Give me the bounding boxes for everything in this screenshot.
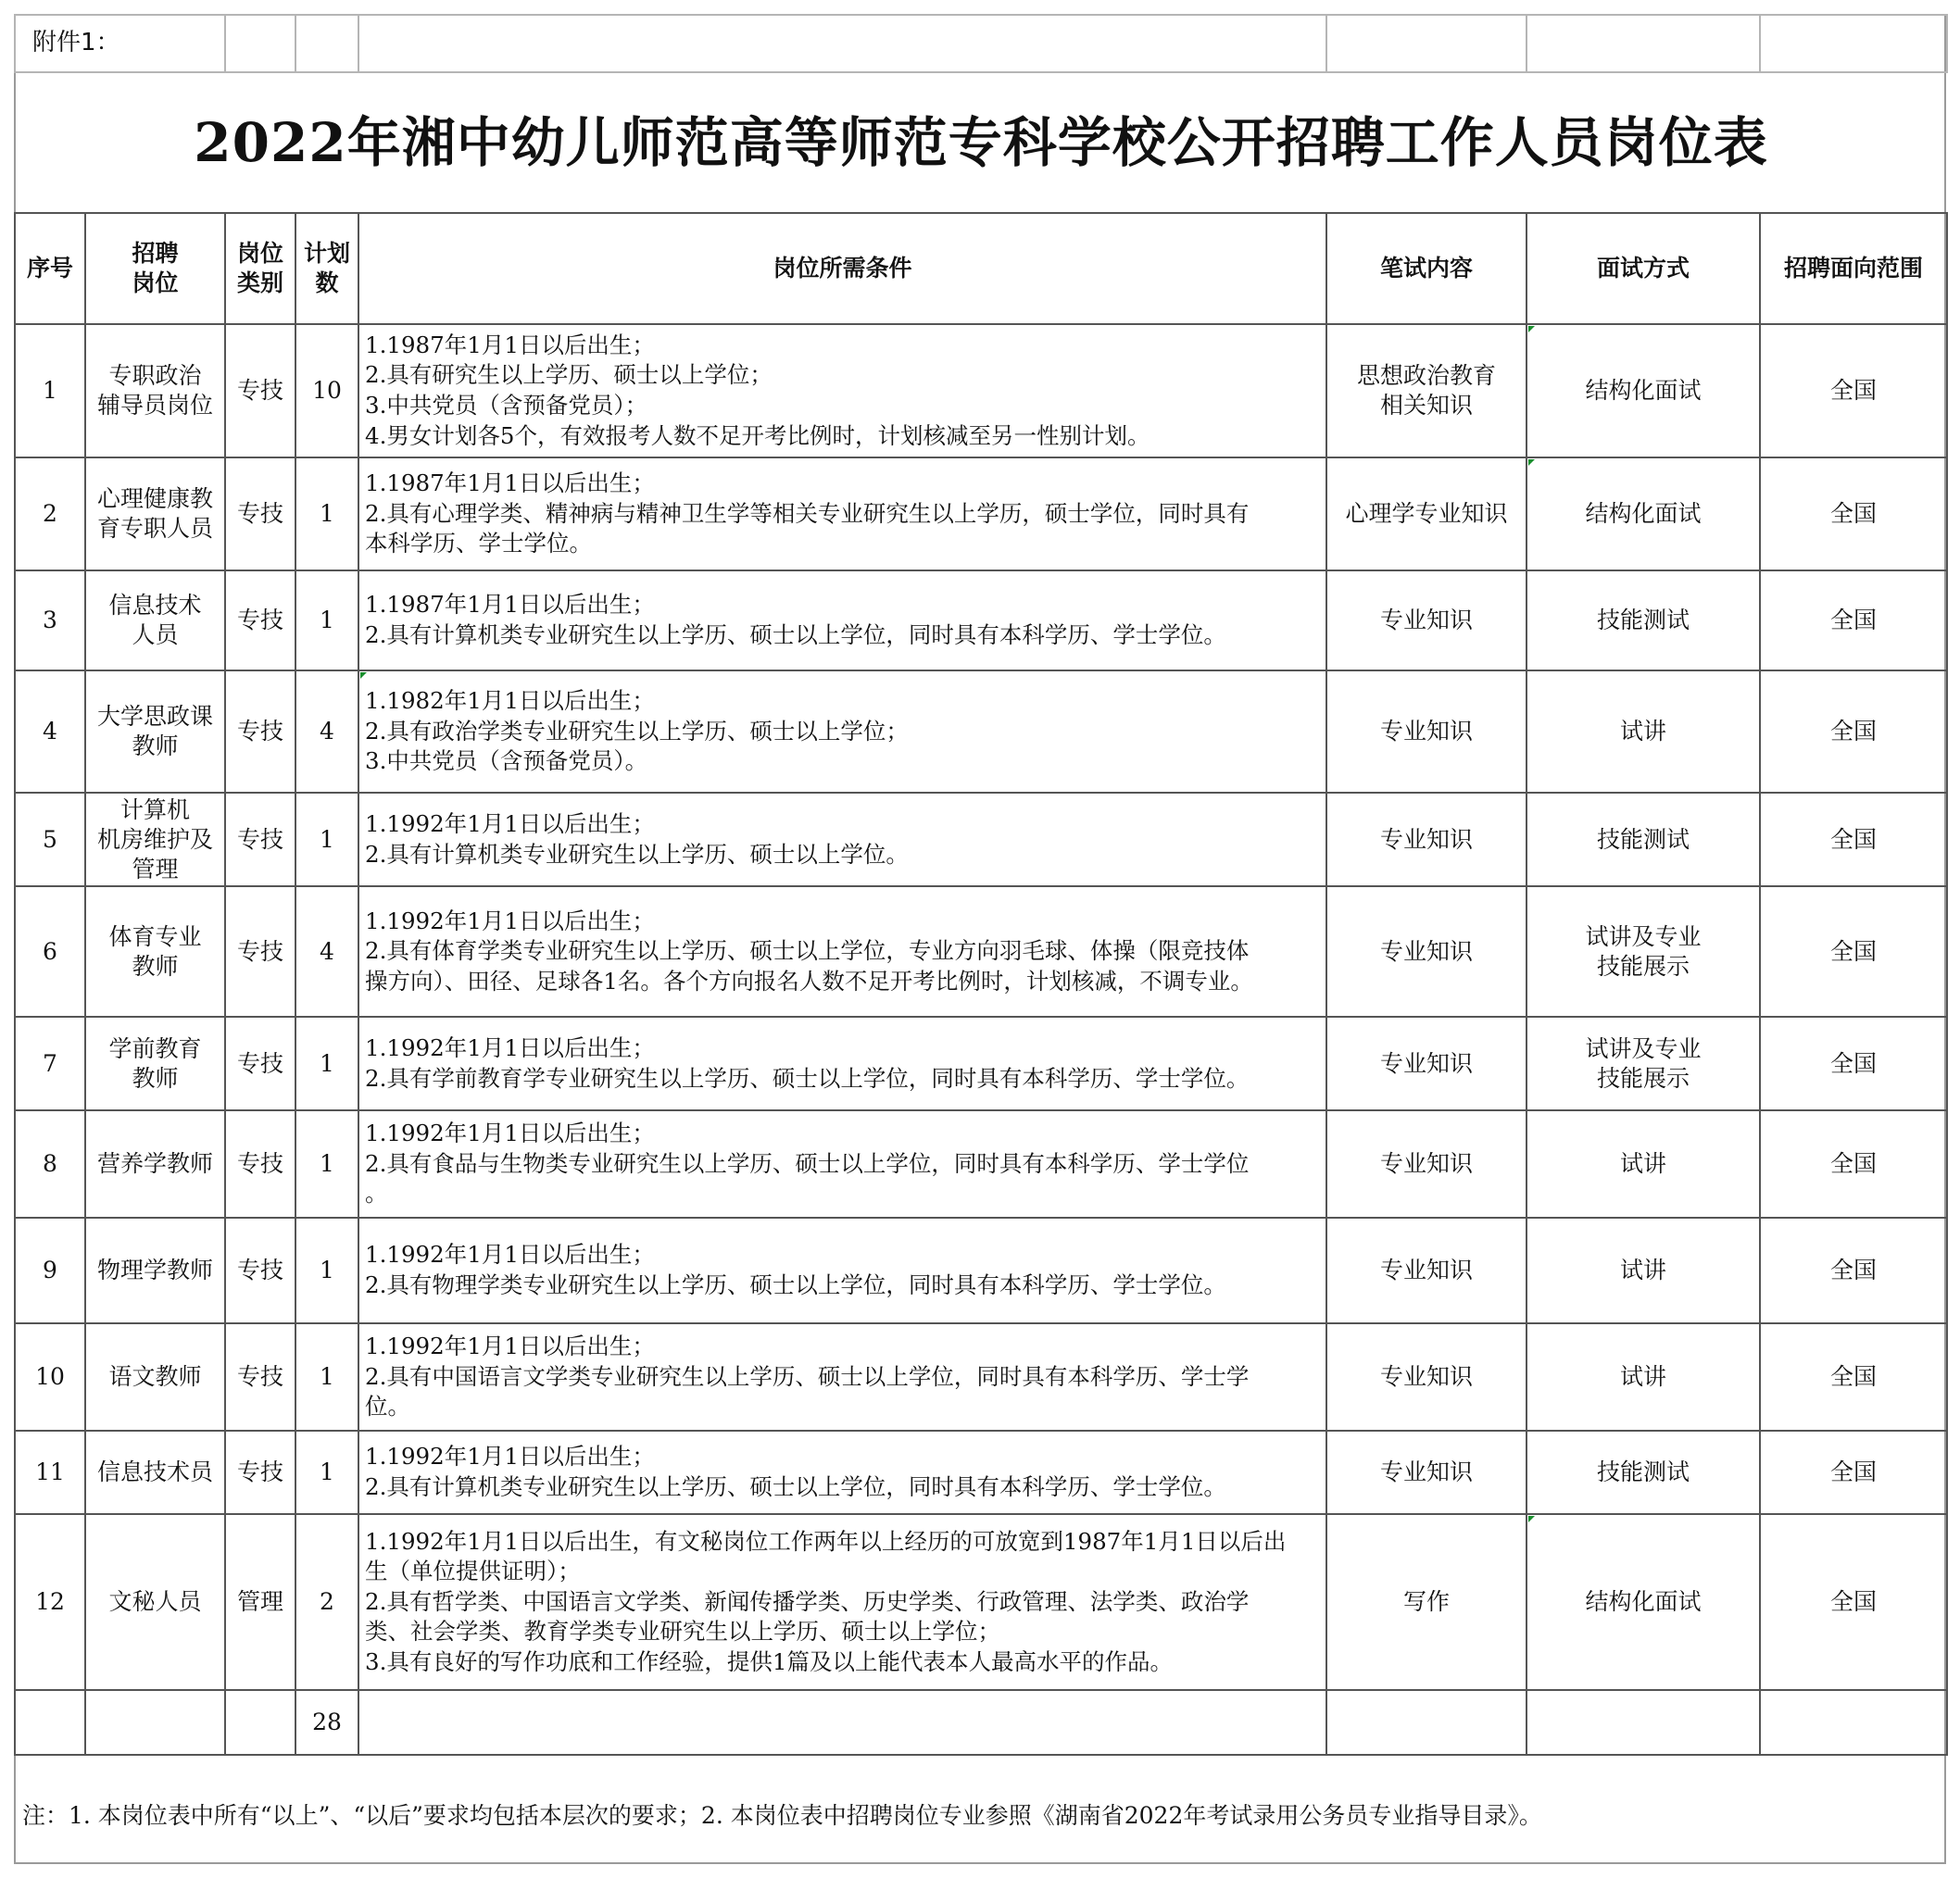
cell-scope: 全国 [1760,886,1947,1017]
table-row [15,1431,1947,1514]
cell-conditions: 1.1987年1月1日以后出生； 2.具有计算机类专业研究生以上学历、硕士以上学位，同时具有本科学历、学士学位。 [358,570,1326,670]
cell-position: 学前教育 教师 [85,1017,225,1110]
cell-seq: 2 [15,457,85,570]
cell-conditions: 1.1992年1月1日以后出生，有文秘岗位工作两年以上经历的可放宽到1987年1月1日以后出 生（单位提供证明）； 2.具有哲学类、中国语言文学类、新闻传播学类、历史学类、行政管理、法学类、政治学 类、社会学类、教育学类专业研究生以上学历、硕士以上学位； 3.具有良好的写作功底和工作经验，提供1篇及以上能代表本人最高水平的作品。 [358,1514,1326,1690]
header-scope: 招聘面向范围 [1760,213,1947,324]
header-written: 笔试内容 [1326,213,1527,324]
cell-interview: 技能测试 [1527,793,1760,886]
cell-category: 专技 [225,670,295,793]
cell-written: 专业知识 [1326,886,1527,1017]
cell-position: 计算机 机房维护及 管理 [85,793,225,886]
cell-written: 心理学专业知识 [1326,457,1527,570]
cell-count: 4 [295,670,358,793]
total-empty-cell [1527,1690,1760,1755]
cell-count: 1 [295,1431,358,1514]
recruitment-table [14,14,1948,1875]
cell-written: 专业知识 [1326,1017,1527,1110]
table-row [15,1110,1947,1218]
cell-count: 1 [295,1218,358,1323]
total-empty-cell [85,1690,225,1755]
cell-category: 专技 [225,1218,295,1323]
cell-seq: 3 [15,570,85,670]
header-category: 岗位 类别 [225,213,295,324]
table-row [15,1218,1947,1323]
cell-category: 专技 [225,1431,295,1514]
cell-category: 专技 [225,324,295,457]
cell-scope: 全国 [1760,670,1947,793]
cell-conditions: 1.1982年1月1日以后出生； 2.具有政治学类专业研究生以上学历、硕士以上学位； 3.中共党员（含预备党员）。 [358,670,1326,793]
cell-written: 专业知识 [1326,1218,1527,1323]
table-row [15,457,1947,570]
cell-written: 思想政治教育 相关知识 [1326,324,1527,457]
cell-interview: 试讲及专业 技能展示 [1527,886,1760,1017]
cell-seq: 1 [15,324,85,457]
cell-conditions: 1.1992年1月1日以后出生； 2.具有食品与生物类专业研究生以上学历、硕士以上学位，同时具有本科学历、学士学位 。 [358,1110,1326,1218]
cell-seq: 5 [15,793,85,886]
cell-position: 物理学教师 [85,1218,225,1323]
cell-interview: 结构化面试 [1527,457,1760,570]
header-count: 计划 数 [295,213,358,324]
total-empty-cell [15,1690,85,1755]
cell-category: 专技 [225,1323,295,1431]
header-interview: 面试方式 [1527,213,1760,324]
table-row [15,1323,1947,1431]
cell-written: 专业知识 [1326,1323,1527,1431]
cell-seq: 9 [15,1218,85,1323]
cell-position: 专职政治 辅导员岗位 [85,324,225,457]
cell-scope: 全国 [1760,1514,1947,1690]
cell-seq: 8 [15,1110,85,1218]
page-title: 2022年湘中幼儿师范高等师范专科学校公开招聘工作人员岗位表 [15,72,1947,213]
cell-conditions: 1.1992年1月1日以后出生； 2.具有体育学类专业研究生以上学历、硕士以上学位，专业方向羽毛球、体操（限竞技体 操方向）、田径、足球各1名。各个方向报名人数不足开考比例时，计划核减，不调专业。 [358,886,1326,1017]
cell-conditions: 1.1987年1月1日以后出生； 2.具有心理学类、精神病与精神卫生学等相关专业研究生以上学历，硕士学位，同时具有 本科学历、学士学位。 [358,457,1326,570]
cell-scope: 全国 [1760,1110,1947,1218]
cell-interview: 试讲 [1527,1218,1760,1323]
cell-conditions: 1.1992年1月1日以后出生； 2.具有计算机类专业研究生以上学历、硕士以上学位，同时具有本科学历、学士学位。 [358,1431,1326,1514]
cell-conditions: 1.1992年1月1日以后出生； 2.具有中国语言文学类专业研究生以上学历、硕士以上学位，同时具有本科学历、学士学 位。 [358,1323,1326,1431]
cell-scope: 全国 [1760,570,1947,670]
cell-written: 专业知识 [1326,670,1527,793]
cell-scope: 全国 [1760,793,1947,886]
cell-category: 专技 [225,886,295,1017]
header-seq: 序号 [15,213,85,324]
cell-interview: 试讲 [1527,1323,1760,1431]
cell-count: 2 [295,1514,358,1690]
cell-conditions: 1.1992年1月1日以后出生； 2.具有计算机类专业研究生以上学历、硕士以上学位。 [358,793,1326,886]
cell-written: 专业知识 [1326,1110,1527,1218]
cell-interview: 技能测试 [1527,1431,1760,1514]
cell-conditions: 1.1992年1月1日以后出生； 2.具有学前教育学专业研究生以上学历、硕士以上学位，同时具有本科学历、学士学位。 [358,1017,1326,1110]
cell-position: 语文教师 [85,1323,225,1431]
cell-seq: 4 [15,670,85,793]
cell-scope: 全国 [1760,457,1947,570]
cell-scope: 全国 [1760,1323,1947,1431]
cell-position: 体育专业 教师 [85,886,225,1017]
cell-written: 专业知识 [1326,1431,1527,1514]
header-row [15,213,1947,324]
cell-scope: 全国 [1760,1431,1947,1514]
cell-count: 1 [295,1017,358,1110]
cell-category: 专技 [225,457,295,570]
cell-count: 4 [295,886,358,1017]
total-empty-cell [358,1690,1326,1755]
title-row [15,72,1947,213]
table-row [15,1514,1947,1690]
cell-written: 专业知识 [1326,570,1527,670]
cell-count: 1 [295,570,358,670]
cell-count: 1 [295,793,358,886]
cell-count: 1 [295,1110,358,1218]
table-row [15,670,1947,793]
cell-seq: 10 [15,1323,85,1431]
attachment-label: 附件1： [15,15,225,72]
attachment-row [15,15,1947,72]
table-row [15,324,1947,457]
table-row [15,570,1947,670]
total-count: 28 [295,1690,358,1755]
total-row [15,1690,1947,1755]
cell-scope: 全国 [1760,1017,1947,1110]
cell-position: 文秘人员 [85,1514,225,1690]
cell-interview: 技能测试 [1527,570,1760,670]
table-row [15,1017,1947,1110]
cell-written: 专业知识 [1326,793,1527,886]
cell-position: 营养学教师 [85,1110,225,1218]
total-empty-cell [1326,1690,1527,1755]
cell-category: 专技 [225,793,295,886]
cell-category: 专技 [225,570,295,670]
cell-interview: 试讲 [1527,670,1760,793]
cell-interview: 试讲 [1527,1110,1760,1218]
cell-count: 10 [295,324,358,457]
cell-count: 1 [295,1323,358,1431]
cell-category: 管理 [225,1514,295,1690]
cell-count: 1 [295,457,358,570]
cell-category: 专技 [225,1017,295,1110]
cell-interview: 试讲及专业 技能展示 [1527,1017,1760,1110]
total-empty-cell [1760,1690,1947,1755]
cell-interview: 结构化面试 [1527,324,1760,457]
cell-scope: 全国 [1760,324,1947,457]
footnote-row [15,1755,1947,1875]
cell-seq: 7 [15,1017,85,1110]
footnote: 注：1. 本岗位表中所有“以上”、“以后”要求均包括本层次的要求；2. 本岗位表中招聘岗位专业参照《湖南省2022年考试录用公务员专业指导目录》。 [22,1801,1542,1829]
cell-position: 信息技术 人员 [85,570,225,670]
cell-position: 心理健康教 育专职人员 [85,457,225,570]
cell-scope: 全国 [1760,1218,1947,1323]
cell-conditions: 1.1992年1月1日以后出生； 2.具有物理学类专业研究生以上学历、硕士以上学位，同时具有本科学历、学士学位。 [358,1218,1326,1323]
cell-conditions: 1.1987年1月1日以后出生； 2.具有研究生以上学历、硕士以上学位； 3.中共党员（含预备党员）； 4.男女计划各5个，有效报考人数不足开考比例时，计划核减至另一性别计划。 [358,324,1326,457]
total-empty-cell [225,1690,295,1755]
cell-seq: 6 [15,886,85,1017]
cell-seq: 11 [15,1431,85,1514]
cell-seq: 12 [15,1514,85,1690]
table-row [15,886,1947,1017]
cell-position: 大学思政课 教师 [85,670,225,793]
cell-position: 信息技术员 [85,1431,225,1514]
cell-written: 写作 [1326,1514,1527,1690]
header-conditions: 岗位所需条件 [358,213,1326,324]
header-position: 招聘 岗位 [85,213,225,324]
table-row [15,793,1947,886]
cell-interview: 结构化面试 [1527,1514,1760,1690]
cell-category: 专技 [225,1110,295,1218]
